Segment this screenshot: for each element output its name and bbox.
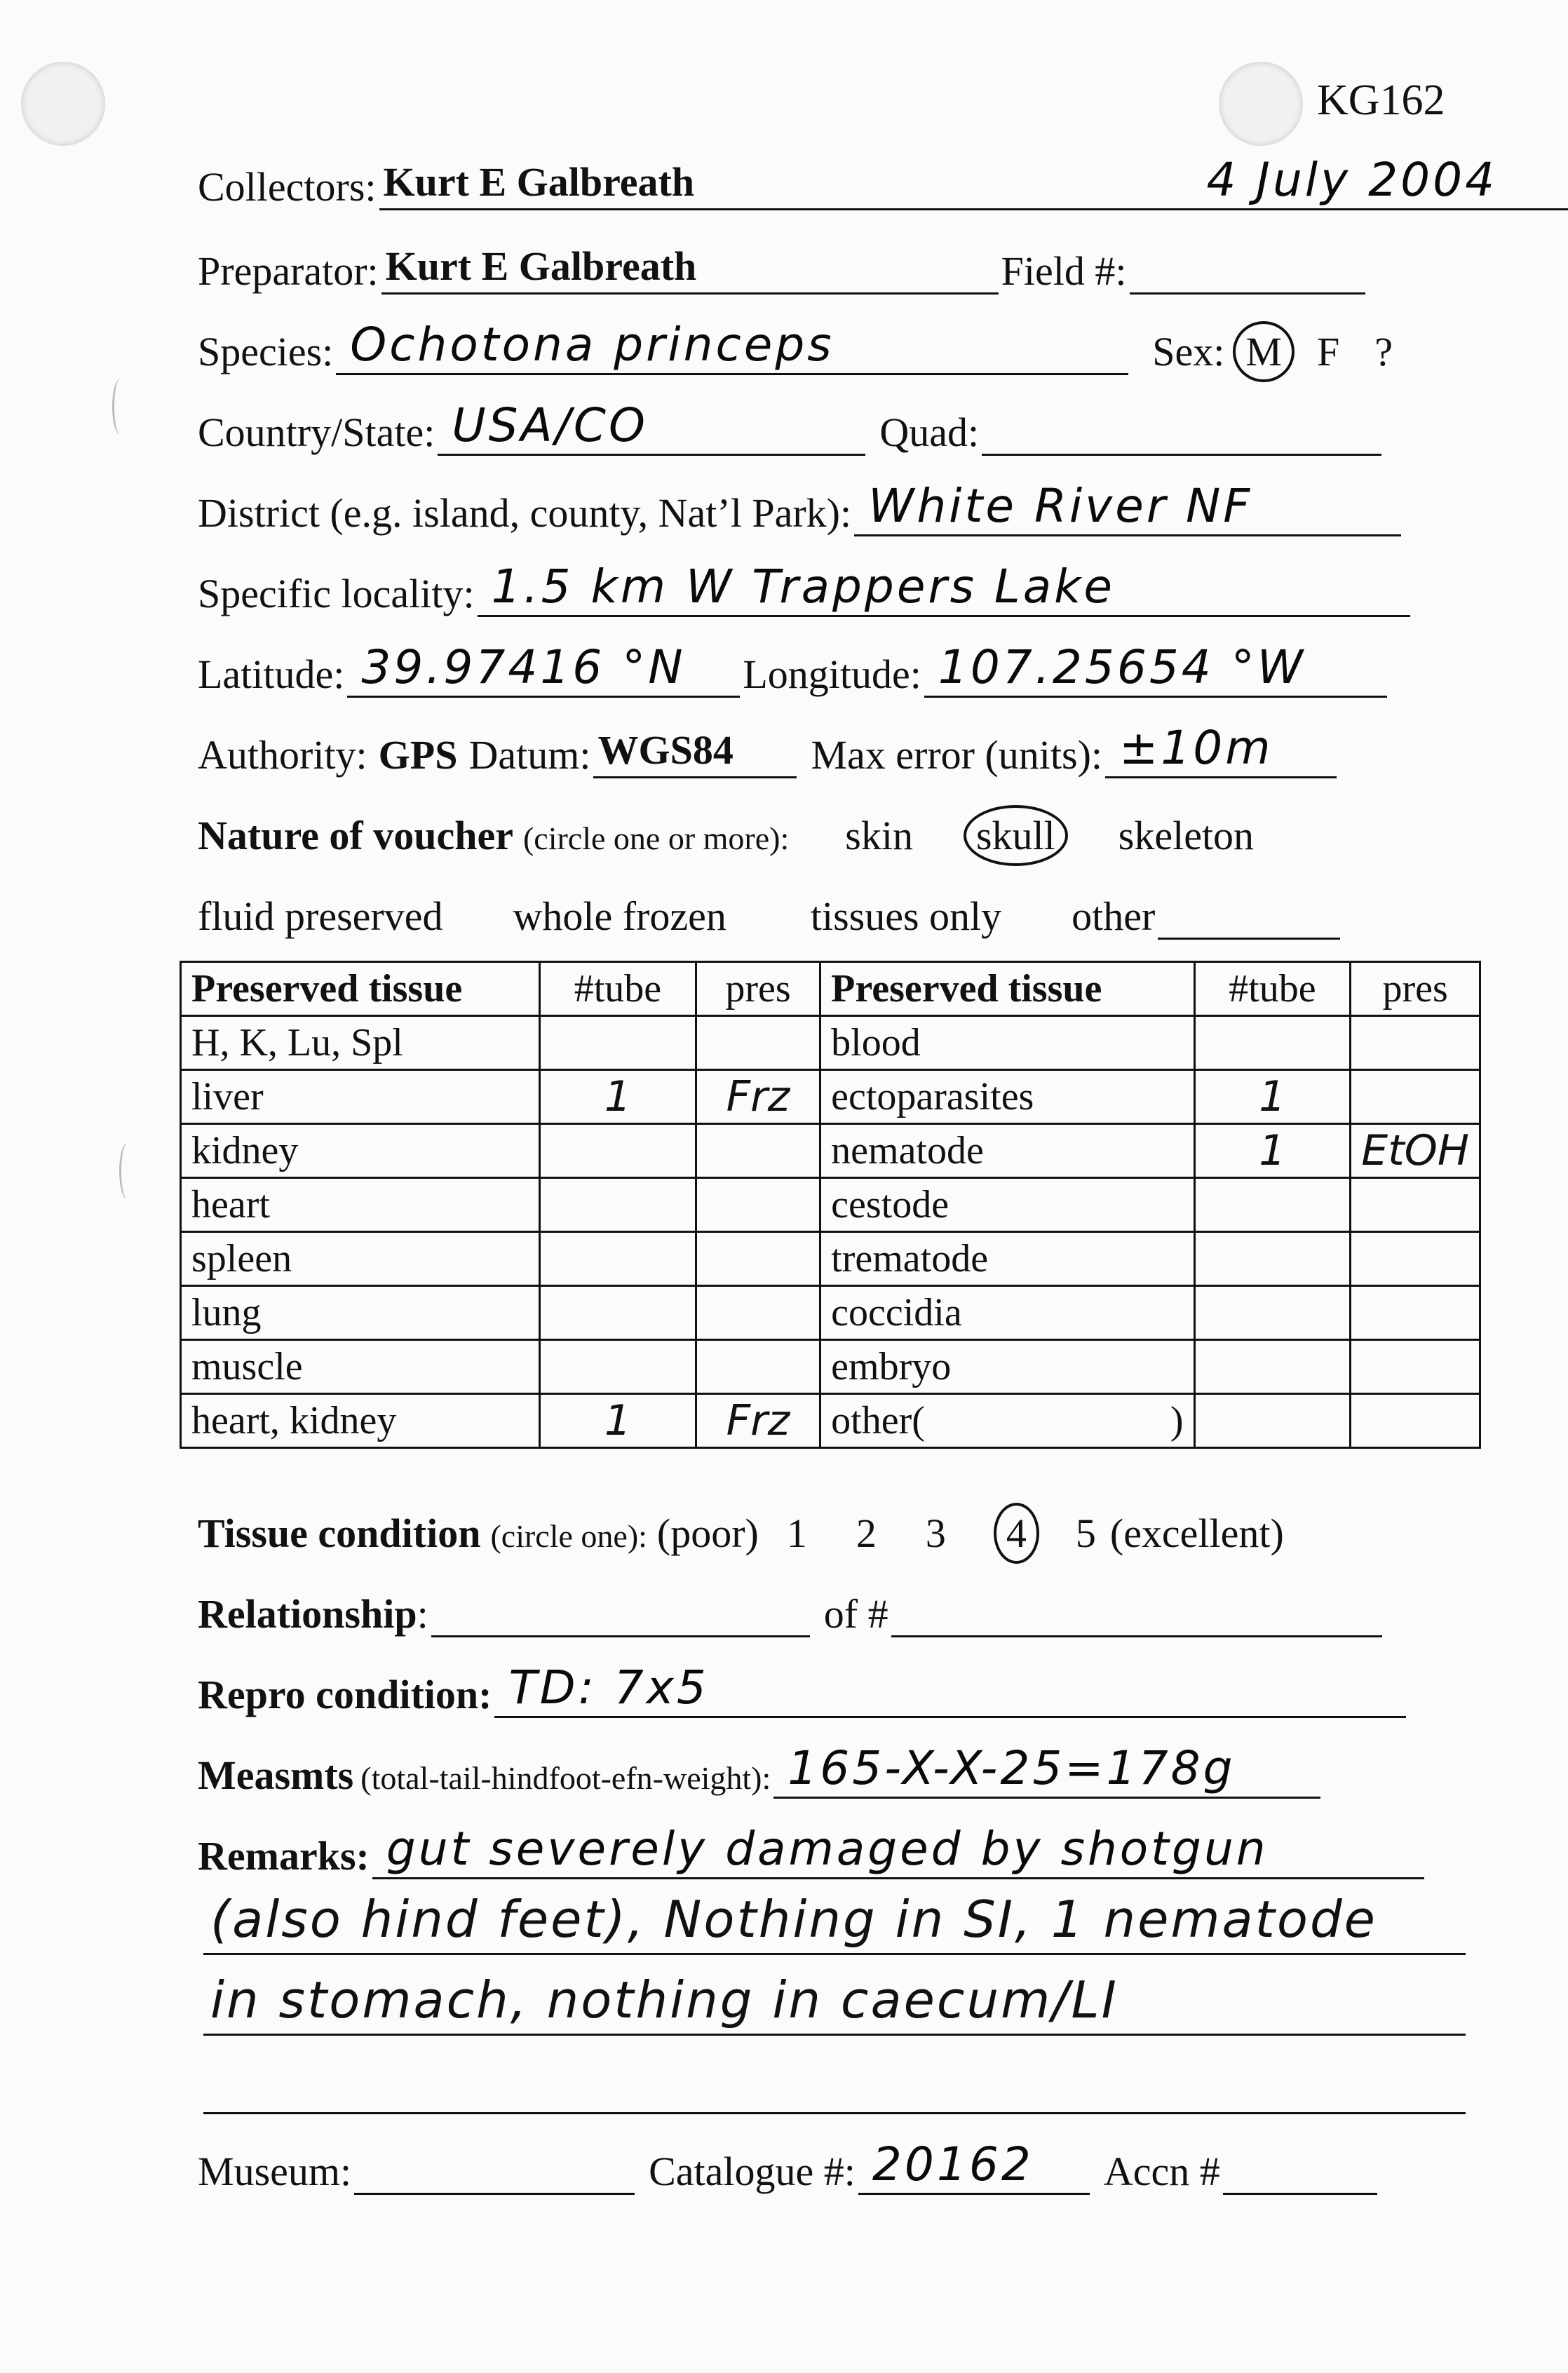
datum-value: WGS84 [597,727,734,773]
error-value: ±10m [1119,721,1273,775]
repro-value: TD: 7x5 [508,1661,709,1715]
relationship-row: Relationship : of # [198,1581,1385,1637]
datum-field[interactable] [593,727,797,778]
country-label: Country/State: [198,410,435,455]
condition-poor: (poor) [656,1510,759,1556]
preparator-value: Kurt E Galbreath [385,243,697,289]
coordinates-row [198,642,1390,698]
species-row [198,319,1393,375]
preparator-field[interactable] [381,243,999,295]
measurements-hint: (total-tail-hindfoot-efn-weight): [360,1760,771,1796]
pres-cell[interactable]: Frz [696,1394,820,1448]
tube-cell[interactable]: 1 [1194,1124,1351,1178]
header-tissue-right: Preserved tissue [820,962,1194,1016]
quad-label: Quad: [879,410,980,455]
voucher-tissues-only[interactable]: tissues only [810,893,1002,939]
remarks-rule-2 [203,1953,1466,1955]
voucher-other-field[interactable] [1158,888,1340,940]
pres-cell[interactable] [1351,1340,1480,1394]
district-row [198,480,1404,536]
tube-cell[interactable] [540,1016,696,1070]
condition-excellent: (excellent) [1109,1510,1284,1556]
voucher-row-1 [198,803,1254,859]
locality-row [198,561,1413,617]
species-label: Species: [198,329,334,374]
latitude-field[interactable] [347,640,740,698]
collectors-value: Kurt E Galbreath [383,159,695,205]
voucher-skeleton[interactable]: skeleton [1118,813,1255,858]
voucher-skin[interactable]: skin [845,813,913,858]
tissue-cell: kidney [181,1124,540,1178]
header-pres-left: pres [696,962,820,1016]
of-number-label: of # [823,1591,888,1637]
remarks-rule-4 [203,2112,1466,2114]
pres-cell[interactable] [1351,1070,1480,1124]
museum-row [198,2139,1380,2195]
error-label: Max error (units): [811,732,1103,778]
of-number-field[interactable] [891,1586,1382,1637]
latitude-value: 39.97416 °N [361,640,686,694]
collection-date: 4 July 2004 [1206,153,1498,207]
latitude-label: Latitude: [198,651,345,697]
pres-cell[interactable] [696,1178,820,1232]
form-id: KG162 [1317,76,1445,124]
longitude-value: 107.25654 °W [938,640,1306,694]
sex-option-unknown[interactable]: ? [1374,329,1393,374]
table-row [181,1178,1480,1232]
measurements-label: Measmts [198,1752,354,1798]
header-tissue-left: Preserved tissue [181,962,540,1016]
pres-cell[interactable] [696,1286,820,1340]
voucher-frozen[interactable]: whole frozen [513,893,726,939]
punch-hole-right [1219,62,1303,146]
table-row [181,1286,1480,1340]
condition-row [198,1501,1284,1557]
sex-option-f[interactable]: F [1317,329,1340,374]
header-tube-left: #tube [540,962,696,1016]
pres-cell[interactable] [696,1232,820,1286]
district-value: White River NF [868,479,1253,533]
district-label: District (e.g. island, county, Nat’l Park): [198,490,852,536]
repro-field[interactable] [494,1661,1406,1718]
tube-cell[interactable] [1194,1232,1351,1286]
pres-cell[interactable] [1351,1286,1480,1340]
accn-field[interactable] [1223,2144,1377,2195]
condition-1[interactable]: 1 [786,1510,807,1556]
tissue-cell: lung [181,1286,540,1340]
tissue-cell: coccidia [820,1286,1194,1340]
tissue-cell: nematode [820,1124,1194,1178]
district-field[interactable] [854,479,1401,536]
table-row [181,1016,1480,1070]
remarks-row [198,1823,1427,1879]
condition-3[interactable]: 3 [925,1510,946,1556]
pres-cell[interactable] [696,1340,820,1394]
tube-cell[interactable] [1194,1286,1351,1340]
table-row [181,1124,1480,1178]
catalogue-field[interactable] [858,2137,1090,2195]
pres-cell[interactable] [1351,1232,1480,1286]
pres-cell[interactable]: EtOH [1351,1124,1480,1178]
table-row [181,1394,1480,1448]
tube-cell[interactable] [540,1178,696,1232]
country-value: USA/CO [452,398,648,452]
tissue-cell: heart [181,1178,540,1232]
remarks-field[interactable] [372,1822,1424,1879]
pres-cell[interactable] [696,1124,820,1178]
longitude-field[interactable] [924,640,1387,698]
country-field[interactable] [438,398,865,456]
tube-cell[interactable] [1194,1394,1351,1448]
tube-cell[interactable] [540,1232,696,1286]
country-row [198,400,1384,456]
repro-row [198,1662,1409,1718]
sex-label: Sex: [1152,329,1225,374]
tube-cell[interactable] [1194,1178,1351,1232]
remarks-rule-3 [203,2034,1466,2036]
condition-5[interactable]: 5 [1075,1510,1096,1556]
pres-cell[interactable] [1351,1016,1480,1070]
collectors-label: Collectors: [198,164,377,210]
tube-cell[interactable]: 1 [540,1070,696,1124]
relationship-label: Relationship [198,1591,417,1637]
field-number-field[interactable] [1130,243,1365,295]
relationship-field[interactable] [431,1586,810,1637]
voucher-skull[interactable]: skull [975,813,1055,858]
preparator-label: Preparator: [198,248,379,294]
voucher-row-2 [198,884,1343,940]
edge-mark [119,1143,135,1199]
condition-hint: (circle one): [490,1518,647,1554]
tube-cell[interactable] [540,1340,696,1394]
quad-field[interactable] [982,405,1381,456]
header-pres-right: pres [1351,962,1480,1016]
table-row [181,1232,1480,1286]
species-value: Ochotona princeps [350,318,834,372]
remarks-line-3: in stomach, nothing in caecum/LI [210,1970,1118,2029]
locality-label: Specific locality: [198,571,475,616]
tissue-cell: H, K, Lu, Spl [181,1016,540,1070]
locality-field[interactable] [478,560,1410,617]
error-field[interactable] [1105,721,1337,778]
tissue-cell: other( ) [820,1394,1194,1448]
tissue-cell: spleen [181,1232,540,1286]
longitude-label: Longitude: [743,651,921,697]
tissue-cell: blood [820,1016,1194,1070]
measurements-field[interactable] [773,1741,1320,1799]
repro-label: Repro condition: [198,1672,492,1717]
tissue-cell: liver [181,1070,540,1124]
pres-cell[interactable]: Frz [696,1070,820,1124]
tissue-cell: trematode [820,1232,1194,1286]
locality-value: 1.5 km W Trappers Lake [491,560,1115,614]
edge-mark [112,379,128,435]
museum-field[interactable] [354,2144,635,2195]
remarks-line-2: (also hind feet), Nothing in SI, 1 nematode [210,1890,1377,1949]
pres-cell[interactable] [696,1016,820,1070]
voucher-hint: (circle one or more): [522,820,790,856]
table-header [181,962,1480,1016]
catalogue-value: 20162 [872,2137,1034,2191]
table-row [181,1340,1480,1394]
species-field[interactable] [336,318,1128,375]
tube-cell[interactable] [540,1124,696,1178]
tissue-cell: cestode [820,1178,1194,1232]
remarks-label: Remarks: [198,1833,370,1879]
condition-4[interactable]: 4 [1006,1510,1027,1556]
condition-label: Tissue condition [198,1510,481,1556]
preparator-row [198,238,1368,295]
tube-cell[interactable] [1194,1016,1351,1070]
tissue-cell: embryo [820,1340,1194,1394]
tube-cell[interactable] [1194,1340,1351,1394]
voucher-fluid[interactable]: fluid preserved [198,893,443,939]
tissue-cell: muscle [181,1340,540,1394]
field-number-label: Field #: [1001,248,1127,294]
condition-2[interactable]: 2 [856,1510,877,1556]
authority-label: Authority: [198,732,367,778]
pres-cell[interactable] [1351,1394,1480,1448]
tissue-table [180,961,1481,1449]
collectors-field[interactable] [379,153,1568,210]
header-tube-right: #tube [1194,962,1351,1016]
table-row [181,1070,1480,1124]
datum-label: Datum: [468,732,591,778]
accn-label: Accn # [1103,2149,1220,2194]
tissue-cell: heart, kidney [181,1394,540,1448]
voucher-label: Nature of voucher [198,813,513,858]
pres-cell[interactable] [1351,1178,1480,1232]
tube-cell[interactable] [540,1286,696,1340]
measurements-row [198,1743,1323,1799]
sex-option-m[interactable]: M [1245,329,1282,374]
museum-label: Museum: [198,2149,352,2194]
punch-hole-left [21,62,105,146]
tissue-cell: ectoparasites [820,1070,1194,1124]
authority-value: GPS [378,732,458,778]
authority-row [198,722,1339,778]
voucher-other[interactable]: other [1072,893,1156,939]
remarks-line-1: gut severely damaged by shotgun [386,1822,1269,1876]
tube-cell[interactable]: 1 [540,1394,696,1448]
catalogue-label: Catalogue #: [649,2149,856,2194]
collectors-row [198,154,1568,210]
tube-cell[interactable]: 1 [1194,1070,1351,1124]
measurements-value: 165-X-X-25=178g [788,1741,1236,1795]
